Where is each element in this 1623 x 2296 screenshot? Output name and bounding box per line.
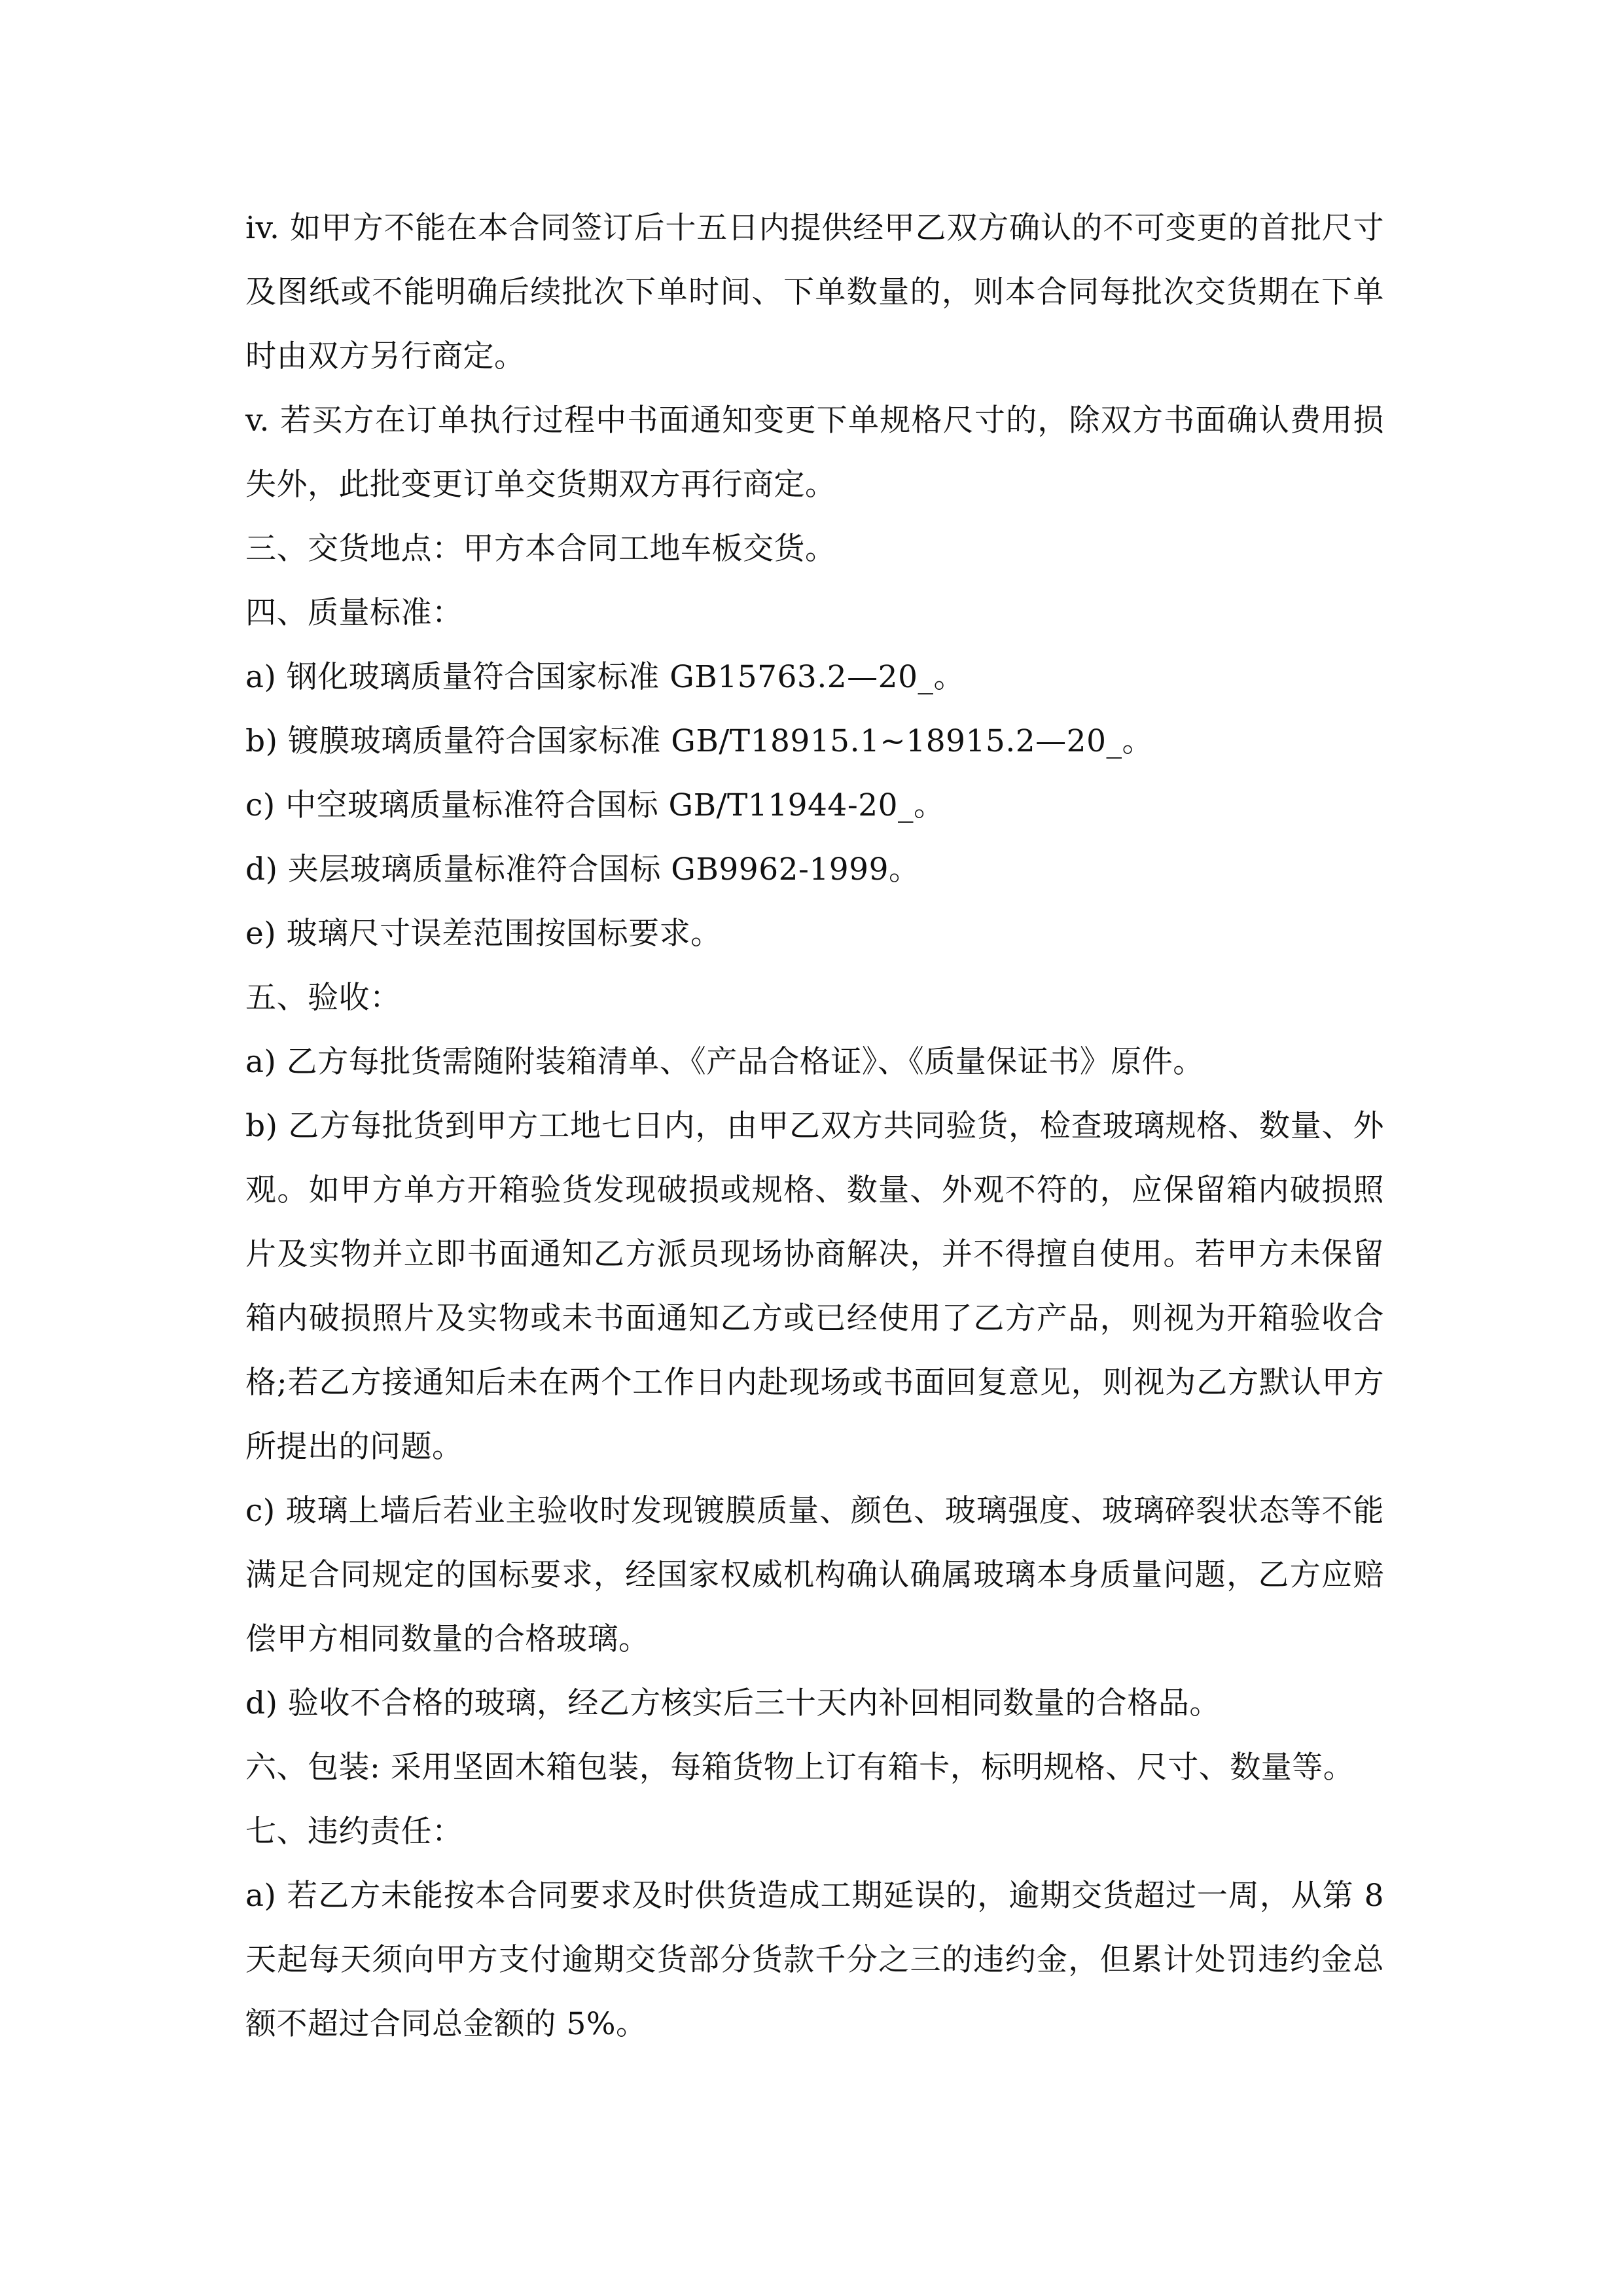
acceptance-item-a: a) 乙方每批货需随附装箱清单、《产品合格证》、《质量保证书》原件。 (245, 1044, 1204, 1080)
document-body (245, 196, 1384, 2056)
quality-item-e: e) 玻璃尺寸误差范围按国标要求。 (245, 916, 722, 952)
clause-v: v. 若买方在订单执行过程中书面通知变更下单规格尺寸的，除双方书面确认费用损失外，此批变更订单交货期双方再行商定。 (245, 403, 1384, 503)
section-quality-standards-heading: 四、质量标准： (245, 595, 463, 631)
section-packaging: 六、包装: 采用坚固木箱包装，每箱货物上订有箱卡，标明规格、尺寸、数量等。 (245, 1749, 1355, 1785)
acceptance-item-d: d) 验收不合格的玻璃，经乙方核实后三十天内补回相同数量的合格品。 (245, 1685, 1221, 1721)
acceptance-item-b: b) 乙方每批货到甲方工地七日内，由甲乙双方共同验货，检查玻璃规格、数量、外观。如甲方单方开箱验货发现破损或规格、数量、外观不符的，应保留箱内破损照片及实物并立即书面通知乙方派员现场协商解决，并不得擅自使用。若甲方未保留箱内破损照片及实物或未书面通知乙方或已经使用了乙方产品，则视为开箱验收合格;若乙方接通知后未在两个工作日内赴现场或书面回复意见，则视为乙方默认甲方所提出的问题。 (245, 1108, 1384, 1465)
quality-item-a: a) 钢化玻璃质量符合国家标准 GB15763.2—20_。 (245, 659, 965, 695)
clause-iv: iv. 如甲方不能在本合同签订后十五日内提供经甲乙双方确认的不可变更的首批尺寸及图纸或不能明确后续批次下单时间、下单数量的，则本合同每批次交货期在下单时由双方另行商定。 (245, 210, 1384, 374)
quality-item-d: d) 夹层玻璃质量标准符合国标 GB9962-1999。 (245, 852, 920, 888)
liability-item-a: a) 若乙方未能按本合同要求及时供货造成工期延误的，逾期交货超过一周，从第 8 天起每天须向甲方支付逾期交货部分货款千分之三的违约金，但累计处罚违约金总额不超过合同总金额的 5%。 (245, 1878, 1384, 2042)
quality-item-b: b) 镀膜玻璃质量符合国家标准 GB/T18915.1~18915.2—20_。 (245, 723, 1153, 759)
quality-item-c: c) 中空玻璃质量标准符合国标 GB/T11944-20_。 (245, 787, 945, 823)
section-acceptance-heading: 五、验收： (245, 980, 401, 1016)
section-delivery-location: 三、交货地点：甲方本合同工地车板交货。 (245, 531, 836, 567)
section-liability-heading: 七、违约责任： (245, 1814, 463, 1850)
acceptance-item-c: c) 玻璃上墙后若业主验收时发现镀膜质量、颜色、玻璃强度、玻璃碎裂状态等不能满足合同规定的国标要求，经国家权威机构确认确属玻璃本身质量问题，乙方应赔偿甲方相同数量的合格玻璃。 (245, 1493, 1384, 1657)
